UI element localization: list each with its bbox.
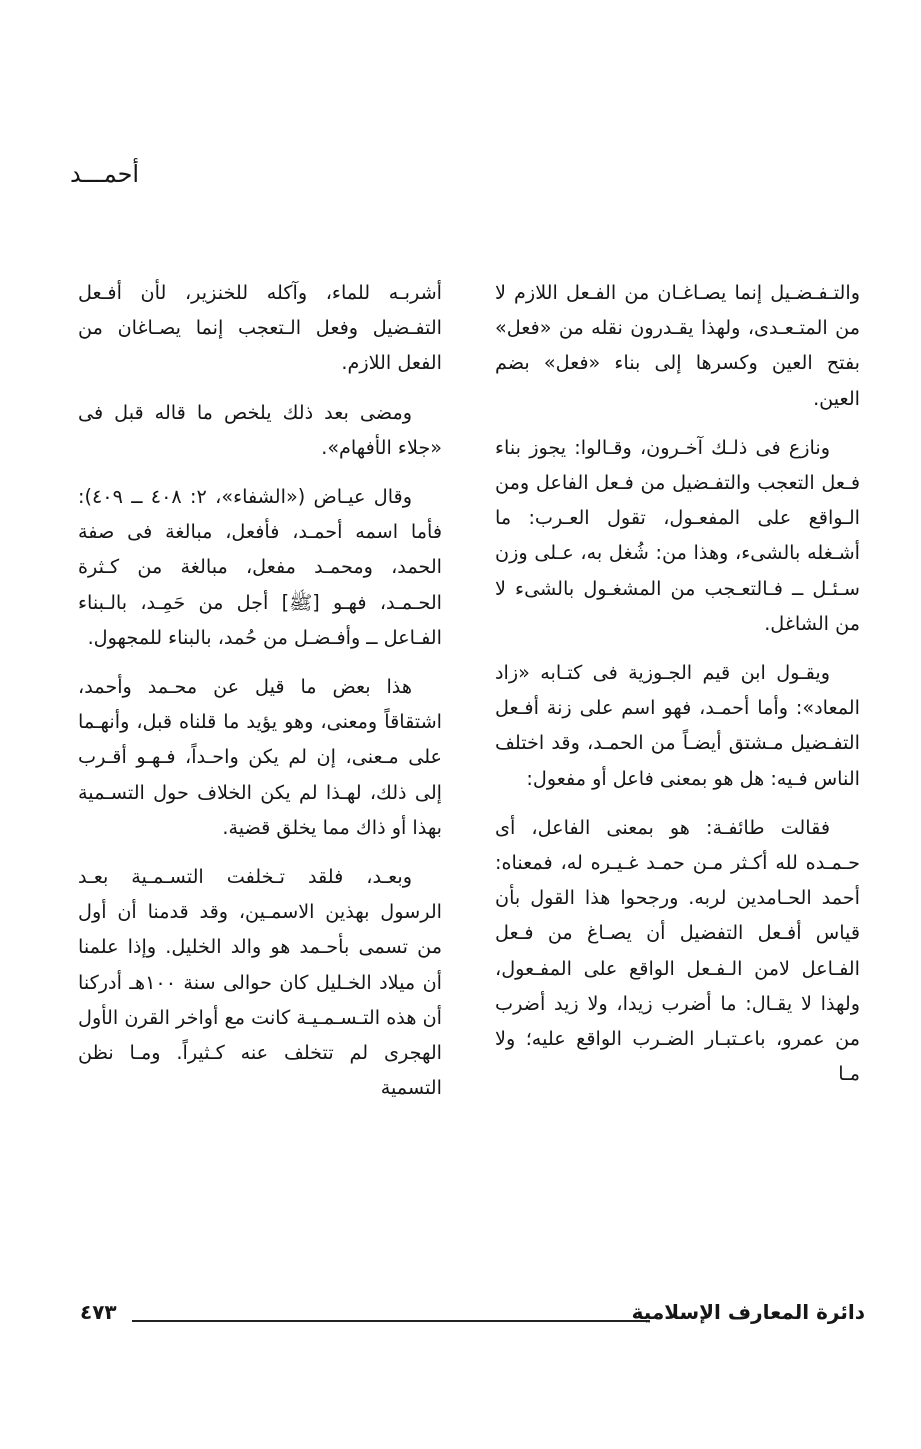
page-footer: [80, 1300, 865, 1336]
paragraph: وقال عيـاض («الشفاء»، ٢: ٤٠٨ ــ ٤٠٩): فأما اسمه أحمـد، فأفعل، مبالغة فى صفة الحمد، ومحمـد مفعل، مبالغة من كـثرة الحـمـد، فهـو [ﷺ] أجل من حَمِـد، بالـبناء الفـاعل ــ وأفـضـل من حُمد، بالبناء للمجهول.: [78, 485, 442, 649]
right-column: [495, 275, 860, 1105]
running-header: أحمـــد: [70, 160, 140, 188]
paragraph: فقالت طائفـة: هو بمعنى الفاعل، أى حـمـده لله أكـثر مـن حمـد غـيـره له، فمعناه: أحمد الحـامدين لربه. ورجحوا هذا القول بأن قياس أفـعل التفضيل أن يصـاغ من فـعل الفـاعل لامن الـفـعل الواقع على المفـعول، ولهذا لا يقـال: ما أضرب زيدا، ولا زيد أضرب من عمرو، باعـتبـار الضـرب الواقع عليه؛ ولا مـا: [495, 815, 860, 1086]
paragraph: هذا بعض ما قيل عن محـمد وأحمد، اشتقاقاً ومعنى، وهو يؤيد ما قلناه قبل، وأنهـما على مـعنى، إن لم يكن واحـداً، فـهـو أقـرب إلى ذلك، لهـذا لم يكن الخلاف حول التسـمية بهذا أو ذاك مما يخلق قضية.: [78, 675, 442, 839]
page-number: ٤٧٣: [80, 1300, 117, 1324]
paragraph: والتـفـضـيل إنما يصـاغـان من الفـعل اللازم لا من المتـعـدى، ولهذا يقـدرون نقله من «فعل» بفتح العين وكسرها إلى بناء «فعل» بضم العين.: [495, 281, 860, 410]
paragraph: ونازع فى ذلـك آخـرون، وقـالوا: يجوز بناء فـعل التعجب والتفـضيل من فـعل الفاعل ومن الـواقع على المفعـول، تقول العـرب: ما أشـغله بالشىء، وهذا من: شُغل به، عـلى وزن سـئـل ــ فـالتعـجب من المشغـول بالشىء لا من الشاغل.: [495, 435, 860, 635]
left-column: [78, 275, 442, 1119]
footer-title: دائرة المعارف الإسلامية: [631, 1300, 865, 1324]
paragraph: ومضى بعد ذلك يلخص ما قاله قبل فى «جلاء الأفهام».: [78, 400, 442, 459]
paragraph: أشربـه للماء، وآكله للخنزير، لأن أفـعل التفـضيل وفعل الـتعجب إنما يصـاغان من الفعل اللازم.: [78, 281, 442, 375]
paragraph: ويقـول ابن قيم الجـوزية فى كتـابه «زاد المعاد»: وأما أحمـد، فهو اسم على زنة أفـعل التفـضيل مـشتق أيضـاً من الحمـد، وقد اختلف الناس فـيه: هل هو بمعنى فاعل أو مفعول:: [495, 661, 860, 790]
footer-divider: [132, 1320, 650, 1322]
paragraph: وبعـد، فلقد تـخلفت التسـمـية بعـد الرسول بهذين الاسمـين، وقد قدمنا أن أول من تسمى بأحـمد هو والد الخليل. وإذا علمنا أن ميلاد الخـليل كان حوالى سنة ١٠٠هـ أدركنا أن هذه التـسـمـيـة كانت مع أواخر القرن الأول الهجرى لم تتخلف عنه كـثيراً. ومـا نظن التسمية: [78, 865, 442, 1100]
